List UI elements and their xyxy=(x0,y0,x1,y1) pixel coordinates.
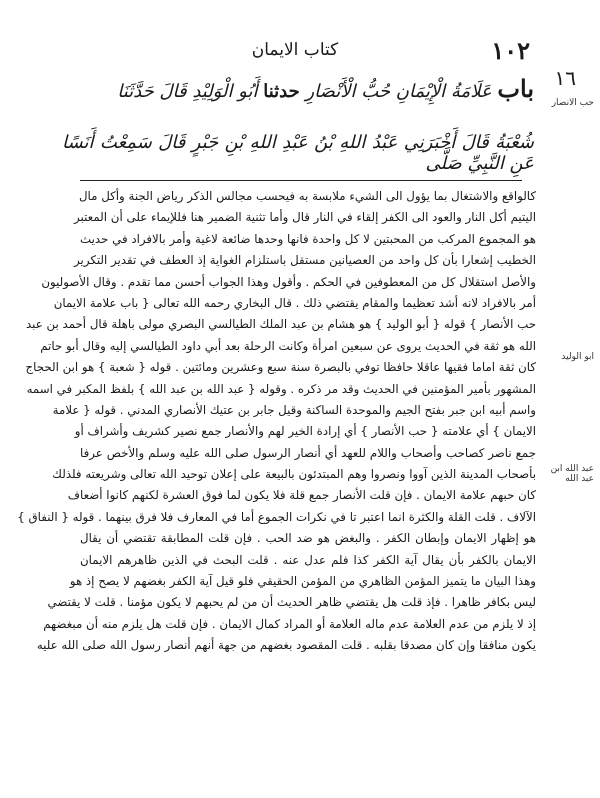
page-number: ١٠٢ xyxy=(491,36,530,65)
commentary-line: كان حبهم علامة الايمان . فإن قلت الأنصار جمع قلة فلا يكون لما فوق العشرة لكنهم كانوا أضعاف xyxy=(67,488,536,503)
hadith-line-1 xyxy=(62,74,534,103)
commentary-line: الايمان } أي علامته { حب الأنصار } أي إرادة الخير لهم والأنصار جمع نصير كشريف وأشراف أو xyxy=(74,424,536,439)
commentary-line: اليتيم أكل النار والعود الى الكفر إلقاء في النار قال وأما تثنية الضمير هنا فللإيماء على أن المعتبر xyxy=(74,210,536,225)
commentary-line: يكون منافقا وإن كان مصدقا بقلبه . قلت المقصود بغضهم من جهة أنهم أنصار رسول الله صلى الله عليه xyxy=(36,638,536,653)
hadith-number: ١٦ xyxy=(554,66,576,90)
margin-note-abu-alwalid: ابو الوليد xyxy=(561,352,594,362)
commentary-line: بأصحاب المدينة الذين آووا ونصروا وهم المبتدئون بالبيعة على إعلان توحيد الله تعالى وشريعته فلذلك xyxy=(52,467,536,482)
commentary-block xyxy=(17,186,536,657)
divider-rule xyxy=(80,180,522,181)
commentary-line: الايمان بالكفر بأن يقال آية الكفر كذا فلم عدل عنه . قلت البحث في الذين ظاهرهم الايمان xyxy=(80,552,536,567)
commentary-line: حب الأنصار } قوله { أبو الوليد } هو هشام بن عبد الملك الطيالسي البصري مولى باهلة قال أحمد بن عبد xyxy=(25,317,536,332)
commentary-line: والأصل استقلال كل من المعطوفين في الحكم . وأقول وهذا الجواب أحسن مما تقدم . وقال الأصوليون xyxy=(41,274,536,289)
bab-keyword: باب xyxy=(497,74,534,103)
commentary-line: واسم أبيه ابن جبر بفتح الجيم والموحدة الساكنة وقيل جابر بن عتيك الأنصاري المدني . قوله { علامة xyxy=(52,402,536,417)
running-header xyxy=(60,36,530,66)
hadith-line-2: شُعْبَةُ قَالَ أَخْبَرَنِي عَبْدُ اللهِ بْنُ عَبْدِ اللهِ بْنِ جَبْرٍ قَالَ سَمِعْتُ أَنَسًا عَنِ النَّبِيِّ صَلَّى xyxy=(62,132,534,174)
margin-note-abdullah: عبد الله ابن عبد الله xyxy=(550,464,594,485)
haddathana-keyword: حدثنا xyxy=(263,81,300,102)
commentary-line: المشهور بأمير المؤمنين في الحديث وقد مر ذكره . وقوله { عبد الله بن عبد الله } بلفظ المكبر في اسمه xyxy=(26,381,536,396)
commentary-line: هو المجموع المركب من المحبتين لا كل واحدة فانها وحدها ضائعة لاغية وأمر بالافراد في حديث xyxy=(80,231,536,246)
book-title: كتاب الايمان xyxy=(251,40,339,60)
commentary-line: إذ لا يلزم من عدم العلامة عدم ماله العلامة أو المراد كمال الايمان . فإن قلت هل يلزم منه أن مبغضهم xyxy=(43,616,536,631)
hadith-margin-label: حب الانصار xyxy=(551,98,594,108)
commentary-line: أمر بالافراد لانه أشد تعظيما والمقام يقتضي ذلك . قال البخاري رحمه الله تعالى { باب علامة الايمان xyxy=(53,295,536,310)
commentary-line: الله هو ثقة في الحديث يروى عن سبعين امرأة وكانت الرحلة بعد أبي داود الطيالسي إليه وقال أبو حاتم xyxy=(40,338,536,353)
commentary-line: الخطيب إشعارا بأن كل واحد من العصيانين مستقل باستلزام الغواية إذ العطف في تقدير التكرير xyxy=(74,253,536,268)
commentary-line: كالواقع والاشتغال بما يؤول الى الشيء ملابسة به فيحسب مجالس الذكر رياض الجنة وأكل مال xyxy=(78,189,536,203)
commentary-line: الآلاف . قلت القلة والكثرة انما اعتبر تا في نكرات الجموع أما في المعارف فلا فرق بينهما . قوله { النفاق } xyxy=(17,509,536,524)
commentary-line: وهذا البيان ما يتميز المؤمن الظاهري من المؤمن الحقيقي فلو قيل آية الكفر بغضهم لا يصح إذ هو xyxy=(69,574,536,589)
chapter-title: عَلَامَةُ الْإِيْمَانِ حُبُّ الْأَنْصَارِ xyxy=(305,81,492,102)
isnad-start: أَبُو الْوَلِيْدِ قَالَ حَدَّثَنَا xyxy=(117,81,258,102)
commentary-line: هو إظهار الايمان وإبطان الكفر . والبغض هو ضد الحب . فإن قلت المطابقة تقتضي أن يقال xyxy=(80,531,536,546)
commentary-line: جمع ناصر كصاحب وأصحاب واللام للعهد أي أنصار الرسول صلى الله عليه وسلم والأخص عرفا xyxy=(80,445,536,460)
commentary-line: ليس بكافر ظاهرا . فإذ قلت هل يقتضي ظاهر الحديث أن من لم يحبهم لا يكون مؤمنا . قلت لا يقتضي xyxy=(47,595,536,610)
commentary-line: كان ثقة اماما فقيها عاقلا حافظا توفي بالبصرة سنة سبع وعشرين ومائتين . قوله { شعبة } هو ابن الحجاج xyxy=(25,360,536,375)
